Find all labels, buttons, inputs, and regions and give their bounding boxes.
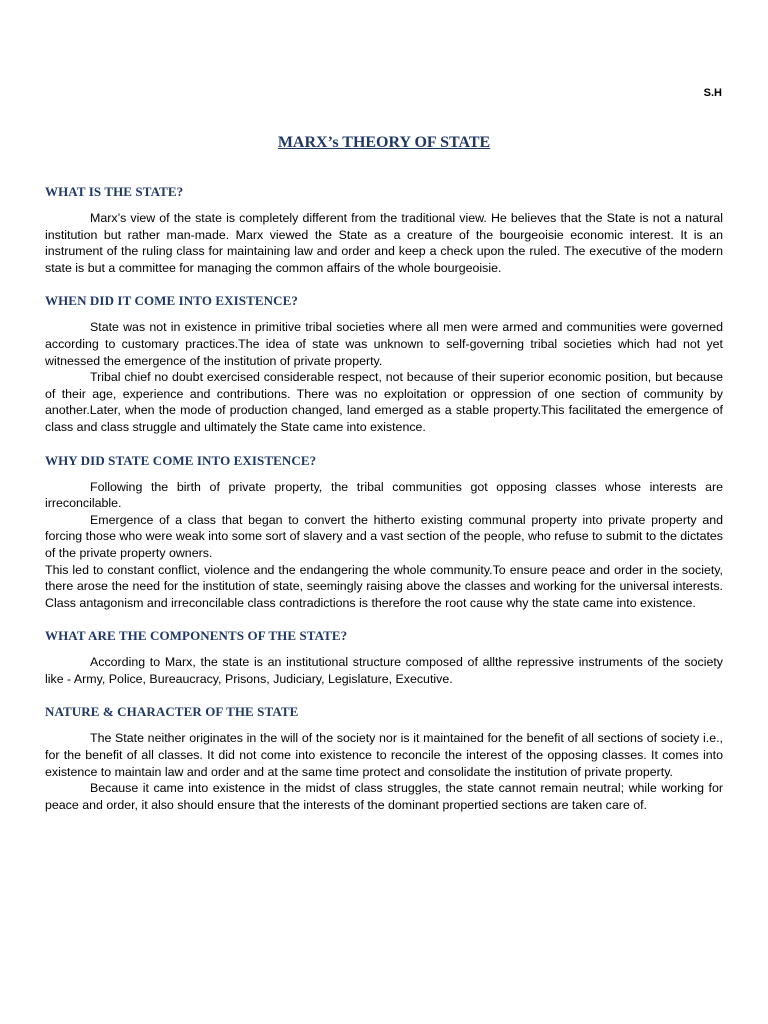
paragraph: The State neither originates in the will of the society nor is it maintained for the benefit of all sections of society i.e., for the benefit of all classes. It did not come into existence to reconcile the interest of the opposing classes. It comes into existence to maintain law and order and at the same time protect and consolidate the institution of private property. — [45, 731, 723, 779]
section-heading: WHAT ARE THE COMPONENTS OF THE STATE? — [45, 628, 348, 644]
document-title: MARX’s THEORY OF STATE — [277, 134, 491, 151]
section-heading: NATURE & CHARACTER OF THE STATE — [45, 704, 299, 720]
paragraph: Because it came into existence in the midst of class struggles, the state cannot remain neutral; while working for peace and order, it also should ensure that the interests of the dominant propertied sections are taken care of. — [45, 781, 723, 812]
section-nature-character — [45, 704, 723, 813]
paragraph: State was not in existence in primitive tribal societies where all men were armed and communities were governed according to customary practices.The idea of state was unknown to self-governing tribal societies which had not yet witnessed the emergence of the institution of private property. — [45, 320, 723, 368]
section-components — [45, 628, 723, 687]
paragraph: According to Marx, the state is an institutional structure composed of allthe repressive instruments of the society like - Army, Police, Bureaucracy, Prisons, Judiciary, Legislature, Executive. — [45, 655, 723, 686]
paragraph: Following the birth of private property, the tribal communities got opposing classes whose interests are irreconcilable. — [45, 479, 723, 511]
section-heading: WHY DID STATE COME INTO EXISTENCE? — [45, 452, 317, 468]
section-when-existence — [45, 293, 723, 435]
paragraph: Tribal chief no doubt exercised considerable respect, not because of their superior economic position, but because of their age, experience and contributions. There was no exploitation or oppression of one section of community by another.Later, when the mode of production changed, land emerged as a stable property.This facilitated the emergence of class and class struggle and ultimately the State came into existence. — [45, 370, 723, 434]
document-body — [45, 184, 723, 830]
paragraph: This led to constant conflict, violence and the endangering the whole community.To ensure peace and order in the society, there arose the need for the institution of state, seemingly raising above the classes and working for the universal interests. Class antagonism and irreconcilable class contradictions is therefore the root cause why the state came into existence. — [45, 562, 723, 610]
author-initials: S.H — [703, 87, 722, 99]
paragraph: Emergence of a class that began to convert the hitherto existing communal property into private property and forcing those who were weak into some sort of slavery and a vast section of the people, who refuse to submit to the dictates of the private property owners. — [45, 512, 723, 560]
paragraph: Marx’s view of the state is completely different from the traditional view. He believes that the State is not a natural institution but rather man-made. Marx viewed the State as a creature of the bourgeoisie economic interest. It is an instrument of the ruling class for maintaining law and order and keep a check upon the ruled. The executive of the modern state is but a committee for managing the common affairs of the whole bourgeoisie. — [45, 211, 723, 275]
section-heading: WHAT IS THE STATE? — [45, 184, 184, 199]
section-why-existence — [45, 453, 723, 612]
section-heading: WHEN DID IT COME INTO EXISTENCE? — [45, 293, 299, 309]
section-what-is-state — [45, 184, 723, 276]
